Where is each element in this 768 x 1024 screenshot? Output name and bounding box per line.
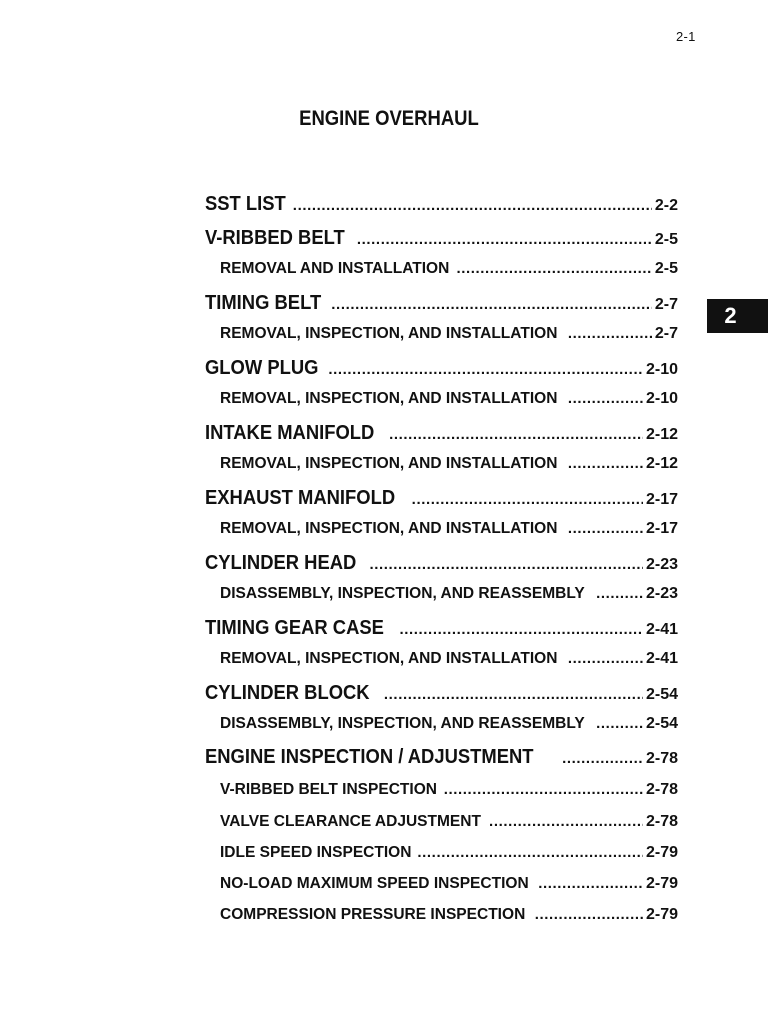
toc-entry-page: 2-17 <box>645 520 678 537</box>
toc-entry-page: 2-41 <box>645 621 678 638</box>
dot-leader <box>568 520 643 537</box>
dot-leader <box>568 325 652 342</box>
toc-entry[interactable] <box>205 193 678 216</box>
toc-entry-label: DISASSEMBLY, INSPECTION, AND REASSEMBLY <box>220 585 585 602</box>
toc-entry-label: DISASSEMBLY, INSPECTION, AND REASSEMBLY <box>220 715 585 732</box>
toc-entry-page: 2-79 <box>645 844 678 861</box>
toc-entry-page: 2-79 <box>645 906 678 923</box>
toc-entry-label: REMOVAL, INSPECTION, AND INSTALLATION <box>220 455 558 472</box>
toc-entry-page: 2-23 <box>645 585 678 602</box>
toc-entry-page: 2-7 <box>654 325 678 342</box>
toc-entry-label: REMOVAL, INSPECTION, AND INSTALLATION <box>220 325 558 342</box>
dot-leader <box>562 750 643 767</box>
dot-leader <box>535 906 643 923</box>
toc-entry-label: SST LIST <box>205 193 286 215</box>
toc-entry[interactable] <box>205 682 678 705</box>
toc-subentry[interactable] <box>220 520 678 538</box>
toc-entry-page: 2-2 <box>654 197 678 214</box>
toc-entry-page: 2-10 <box>645 390 678 407</box>
toc-entry-page: 2-54 <box>645 715 678 732</box>
toc-subentry[interactable] <box>220 390 678 408</box>
toc-entry-page: 2-7 <box>654 296 678 313</box>
toc-subentry[interactable] <box>220 650 678 668</box>
toc-entry[interactable] <box>205 552 678 575</box>
toc-entry-page: 2-78 <box>645 813 678 830</box>
toc-subentry[interactable] <box>220 325 678 343</box>
toc-subentry[interactable] <box>220 781 678 799</box>
dot-leader <box>384 686 643 703</box>
toc-entry[interactable] <box>205 746 678 769</box>
dot-leader <box>596 585 643 602</box>
dot-leader <box>412 491 643 508</box>
toc-entry-label: ENGINE INSPECTION / ADJUSTMENT <box>205 746 534 768</box>
toc-entry-page: 2-23 <box>645 556 678 573</box>
toc-entry-label: CYLINDER BLOCK <box>205 682 370 704</box>
toc-entry-page: 2-41 <box>645 650 678 667</box>
toc-entry-label: COMPRESSION PRESSURE INSPECTION <box>220 906 526 923</box>
toc-entry-page: 2-78 <box>645 750 678 767</box>
page-title: ENGINE OVERHAUL <box>299 107 479 130</box>
dot-leader <box>399 621 643 638</box>
dot-leader <box>369 556 643 573</box>
toc-entry-label: IDLE SPEED INSPECTION <box>220 844 412 861</box>
toc-entry-label: REMOVAL AND INSTALLATION <box>220 260 450 277</box>
toc-entry-label: REMOVAL, INSPECTION, AND INSTALLATION <box>220 390 558 407</box>
dot-leader <box>293 197 652 214</box>
dot-leader <box>568 650 643 667</box>
toc-subentry[interactable] <box>220 906 678 924</box>
toc-entry-label: REMOVAL, INSPECTION, AND INSTALLATION <box>220 650 558 667</box>
toc-entry[interactable] <box>205 487 678 510</box>
toc-entry-label: EXHAUST MANIFOLD <box>205 487 396 509</box>
toc-subentry[interactable] <box>220 715 678 733</box>
toc-entry-label: TIMING BELT <box>205 292 322 314</box>
toc-subentry[interactable] <box>220 844 678 862</box>
toc-entry-page: 2-54 <box>645 686 678 703</box>
toc-entry[interactable] <box>205 292 678 315</box>
dot-leader <box>389 426 643 443</box>
toc-entry-label: REMOVAL, INSPECTION, AND INSTALLATION <box>220 520 558 537</box>
toc-subentry[interactable] <box>220 585 678 603</box>
toc-entry[interactable] <box>205 617 678 640</box>
toc-entry-label: GLOW PLUG <box>205 357 319 379</box>
chapter-tab: 2 <box>707 299 768 333</box>
toc-subentry[interactable] <box>220 455 678 473</box>
dot-leader <box>328 361 643 378</box>
toc-entry-label: CYLINDER HEAD <box>205 552 357 574</box>
toc-entry[interactable] <box>205 422 678 445</box>
toc-entry-label: TIMING GEAR CASE <box>205 617 384 639</box>
dot-leader <box>596 715 643 732</box>
dot-leader <box>489 813 643 830</box>
toc-entry-page: 2-17 <box>645 491 678 508</box>
toc-entry-page: 2-10 <box>645 361 678 378</box>
dot-leader <box>357 231 652 248</box>
toc-entry-label: V-RIBBED BELT <box>205 227 345 249</box>
toc-entry-page: 2-5 <box>654 231 678 248</box>
toc-entry-page: 2-78 <box>645 781 678 798</box>
toc-entry-label: V-RIBBED BELT INSPECTION <box>220 781 438 798</box>
dot-leader <box>444 781 643 798</box>
toc-entry[interactable] <box>205 357 678 380</box>
toc-entry-page: 2-5 <box>654 260 678 277</box>
toc-subentry[interactable] <box>220 813 678 831</box>
toc-subentry[interactable] <box>220 875 678 893</box>
toc-entry-page: 2-12 <box>645 426 678 443</box>
toc-entry-page: 2-79 <box>645 875 678 892</box>
toc-entry[interactable] <box>205 227 678 250</box>
toc-entry-label: NO-LOAD MAXIMUM SPEED INSPECTION <box>220 875 529 892</box>
dot-leader <box>538 875 643 892</box>
toc-subentry[interactable] <box>220 260 678 278</box>
dot-leader <box>568 455 643 472</box>
dot-leader <box>456 260 651 277</box>
dot-leader <box>331 296 652 313</box>
page-number: 2-1 <box>676 29 696 44</box>
dot-leader <box>568 390 643 407</box>
toc-entry-page: 2-12 <box>645 455 678 472</box>
toc-entry-label: INTAKE MANIFOLD <box>205 422 375 444</box>
dot-leader <box>417 844 643 861</box>
toc-entry-label: VALVE CLEARANCE ADJUSTMENT <box>220 813 481 830</box>
